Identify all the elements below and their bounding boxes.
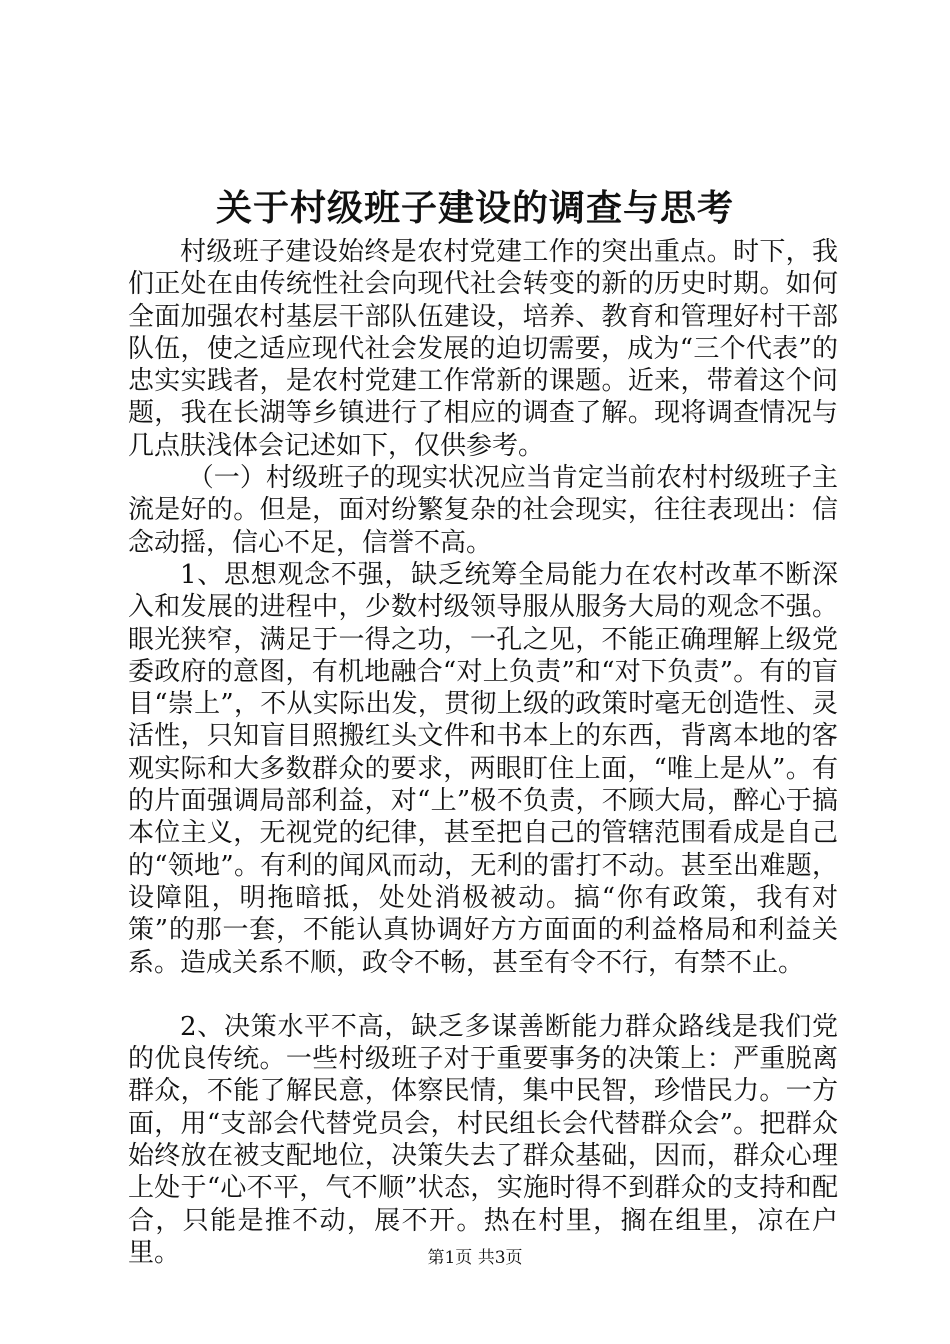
page-footer: 第1页 共3页 [427, 1248, 523, 1268]
document-body [128, 236, 838, 1269]
paragraph-intro: 村级班子建设始终是农村党建工作的突出重点。时下，我们正处在由传统性社会向现代社会转变的新的历史时期。如何全面加强农村基层干部队伍建设，培养、教育和管理好村干部队伍，使之适应现代社会发展的迫切需要，成为“三个代表”的忠实实践者，是农村党建工作常新的课题。近来，带着这个问题，我在长湖等乡镇进行了相应的调查了解。现将调查情况与几点肤浅体会记述如下，仅供参考。 [128, 237, 838, 461]
paragraph-section-one: （一）村级班子的现实状况应当肯定当前农村村级班子主流是好的。但是，面对纷繁复杂的社会现实，往往表现出：信念动摇，信心不足，信誉不高。 [128, 463, 838, 558]
paragraph-point-two: 2、决策水平不高，缺乏多谋善断能力群众路线是我们党的优良传统。一些村级班子对于重要事务的决策上：严重脱离群众，不能了解民意，体察民情，集中民智，珍惜民力。一方面，用“支部会代替党员会，村民组长会代替群众会”。把群众始终放在被支配地位，决策失去了群众基础，因而，群众心理上处于“心不平，气不顺”状态，实施时得不到群众的支持和配合，只能是推不动，展不开。热在村里，搁在组里，凉在户里。 [128, 1011, 838, 1268]
document-title: 关于村级班子建设的调查与思考 [215, 187, 734, 229]
paragraph-point-one: 1、思想观念不强，缺乏统筹全局能力在农村改革不断深入和发展的进程中，少数村级领导服从服务大局的观念不强。眼光狭窄，满足于一得之功，一孔之见，不能正确理解上级党委政府的意图，有机地融合“对上负责”和“对下负责”。有的盲目“崇上”，不从实际出发，贯彻上级的政策时毫无创造性、灵活性，只知盲目照搬红头文件和书本上的东西，背离本地的客观实际和大多数群众的要求，两眼盯住上面，“唯上是从”。有的片面强调局部利益，对“上”极不负责，不顾大局，醉心于搞本位主义，无视党的纪律，甚至把自己的管辖范围看成是自己的“领地”。有利的闻风而动，无利的雷打不动。甚至出难题，设障阻，明拖暗抵，处处消极被动。搞“你有政策，我有对策”的那一套，不能认真协调好方方面面的利益格局和利益关系。造成关系不顺，政令不畅，甚至有令不行，有禁不止。 [128, 559, 838, 978]
